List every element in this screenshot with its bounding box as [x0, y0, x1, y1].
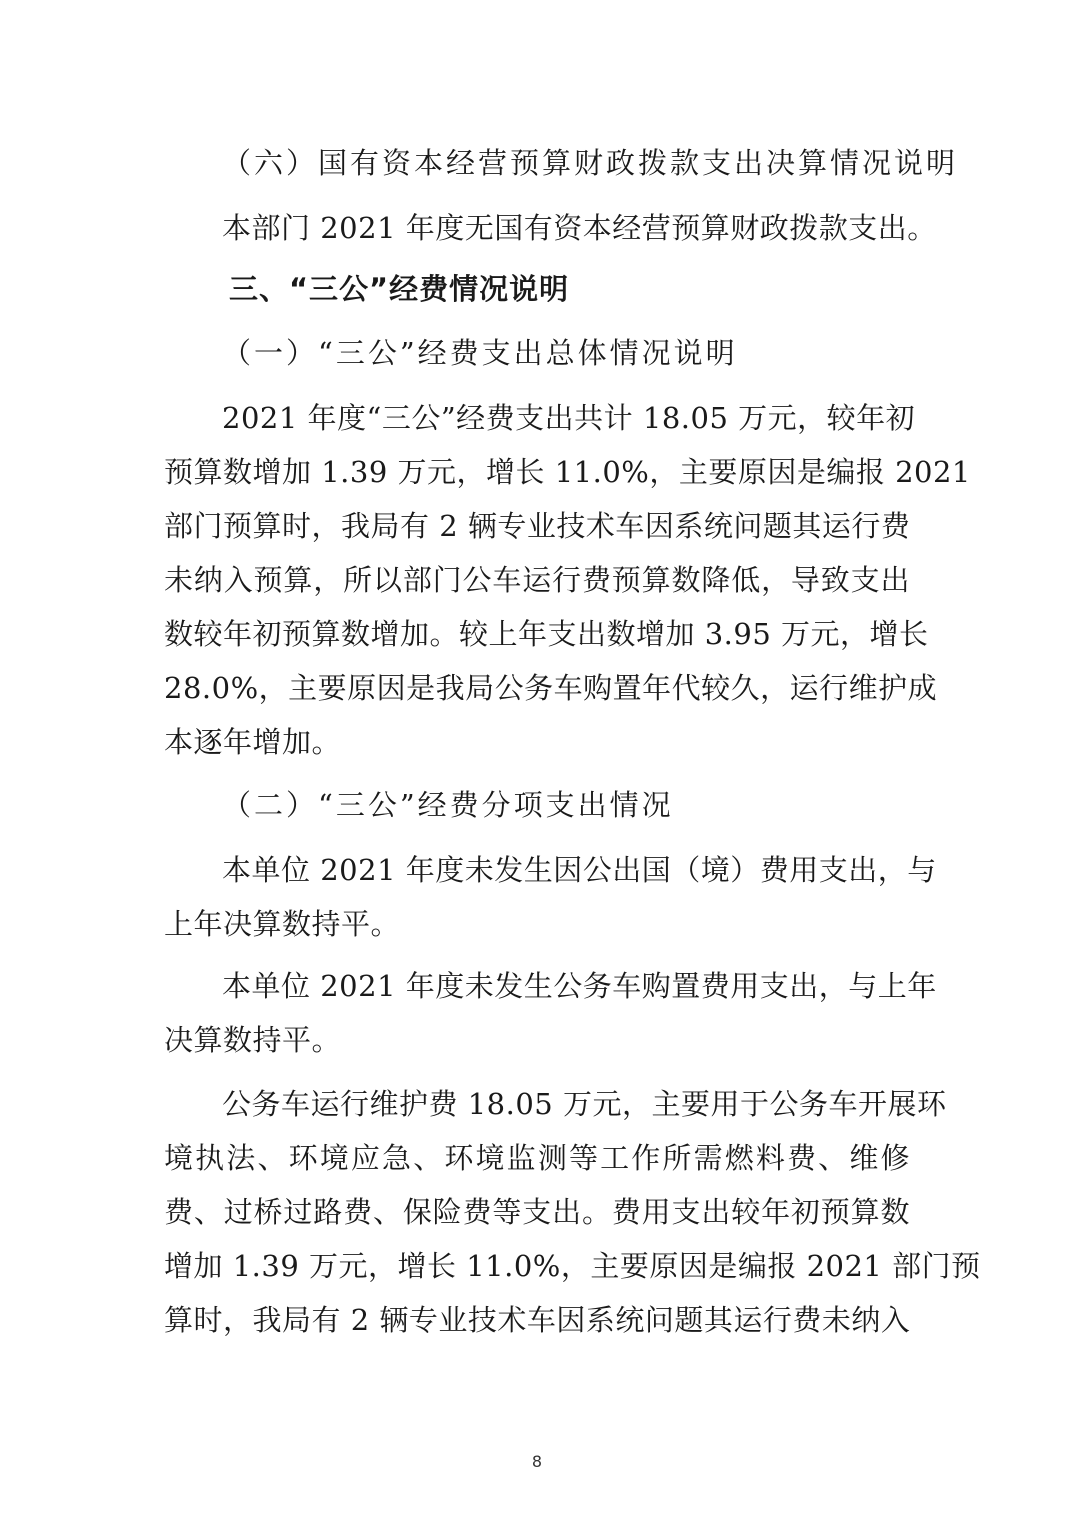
- paragraph-line: 28.0%，主要原因是我局公务车购置年代较久，运行维护成: [164, 671, 938, 705]
- paragraph-line: 2021 年度“三公”经费支出共计 18.05 万元，较年初: [222, 401, 916, 435]
- paragraph-line: 本逐年增加。: [164, 725, 342, 759]
- paragraph-line: 费、过桥过路费、保险费等支出。费用支出较年初预算数: [164, 1195, 910, 1229]
- paragraph-line: 本部门 2021 年度无国有资本经营预算财政拨款支出。: [222, 211, 937, 245]
- paragraph-line: 本单位 2021 年度未发生公务车购置费用支出，与上年: [222, 969, 937, 1003]
- section-heading-1: （一）“三公”经费支出总体情况说明: [222, 336, 738, 370]
- paragraph-line: 部门预算时，我局有 2 辆专业技术车因系统问题其运行费: [164, 509, 911, 543]
- section-heading-2: （二）“三公”经费分项支出情况: [222, 788, 674, 822]
- section-heading-6: （六）国有资本经营预算财政拨款支出决算情况说明: [222, 146, 959, 180]
- paragraph-line: 数较年初预算数增加。较上年支出数增加 3.95 万元，增长: [164, 617, 929, 651]
- paragraph-line: 上年决算数持平。: [164, 907, 401, 941]
- chapter-heading-3: 三、“三公”经费情况说明: [229, 272, 570, 306]
- paragraph-line: 未纳入预算，所以部门公车运行费预算数降低，导致支出: [164, 563, 910, 597]
- paragraph-line: 预算数增加 1.39 万元，增长 11.0%，主要原因是编报 2021: [164, 455, 971, 489]
- paragraph-line: 决算数持平。: [164, 1023, 342, 1057]
- paragraph-line: 增加 1.39 万元，增长 11.0%，主要原因是编报 2021 部门预: [164, 1249, 981, 1283]
- paragraph-line: 境执法、环境应急、环境监测等工作所需燃料费、维修: [164, 1141, 910, 1175]
- paragraph-line: 本单位 2021 年度未发生因公出国（境）费用支出，与: [222, 853, 937, 887]
- paragraph-line: 算时，我局有 2 辆专业技术车因系统问题其运行费未纳入: [164, 1303, 911, 1337]
- page-number: 8: [531, 1452, 543, 1471]
- paragraph-line: 公务车运行维护费 18.05 万元，主要用于公务车开展环: [222, 1087, 947, 1121]
